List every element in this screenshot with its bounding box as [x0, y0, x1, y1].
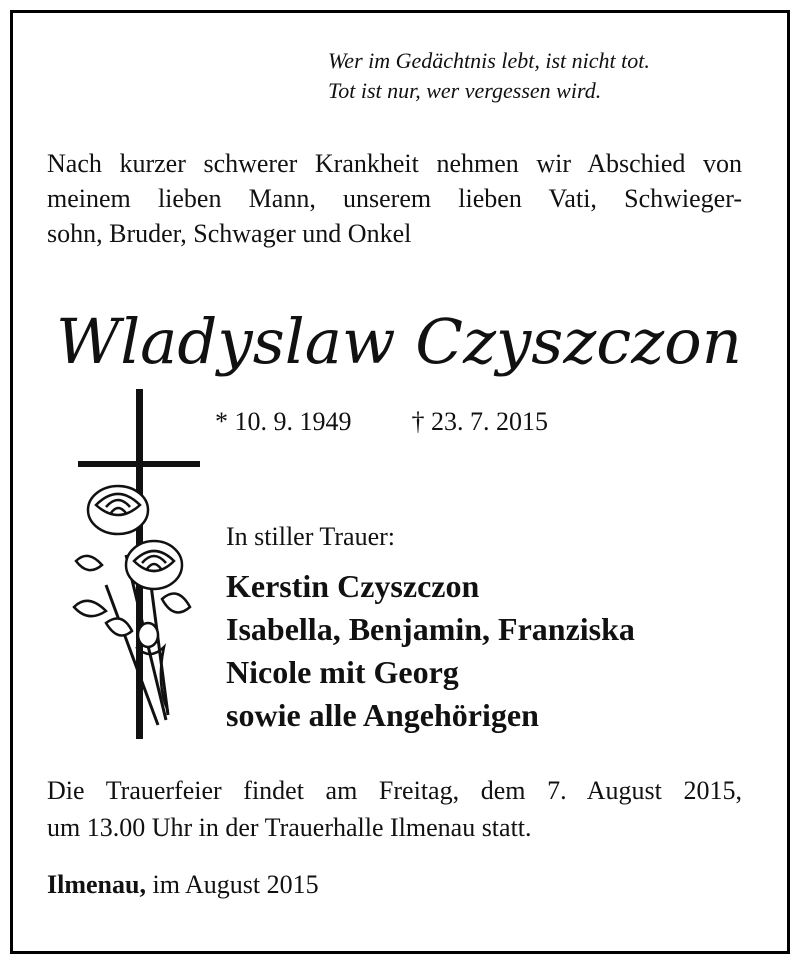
mourner-name: sowie alle Angehörigen	[226, 697, 539, 733]
intro-line-2: meinem lieben Mann, unserem lieben Vati, Schwieger-	[47, 184, 742, 213]
mourner-name: Isabella, Benjamin, Franziska	[226, 611, 635, 647]
intro-text	[47, 146, 742, 251]
funeral-line-2: um 13.00 Uhr in der Trauerhalle Ilmenau statt.	[47, 813, 532, 842]
place-and-date	[47, 868, 319, 902]
intro-line-3: sohn, Bruder, Schwager und Onkel	[47, 219, 412, 248]
place-name: Ilmenau,	[47, 870, 146, 899]
intro-line-1: Nach kurzer schwerer Krankheit nehmen wir Abschied von	[47, 149, 742, 178]
mourner-name: Nicole mit Georg	[226, 654, 459, 690]
birth-date: * 10. 9. 1949	[215, 407, 352, 436]
closing-date: im August 2015	[145, 870, 319, 899]
cross-with-roses-icon	[66, 385, 211, 745]
funeral-details	[47, 772, 742, 846]
mourner-name: Kerstin Czyszczon	[226, 568, 480, 604]
funeral-line-1: Die Trauerfeier findet am Freitag, dem 7. August 2015,	[47, 776, 742, 805]
deceased-name-text: Wladyslaw Czyszczon	[56, 305, 742, 378]
death-date: † 23. 7. 2015	[411, 407, 548, 436]
quote-line-1: Wer im Gedächtnis lebt, ist nicht tot.	[328, 48, 650, 73]
mourners-list	[226, 565, 635, 737]
life-dates	[215, 405, 548, 439]
quote-line-2: Tot ist nur, wer vergessen wird.	[328, 78, 602, 103]
deceased-name	[48, 305, 748, 385]
memorial-quote	[328, 46, 748, 106]
mourning-label: In stiller Trauer:	[226, 522, 395, 551]
